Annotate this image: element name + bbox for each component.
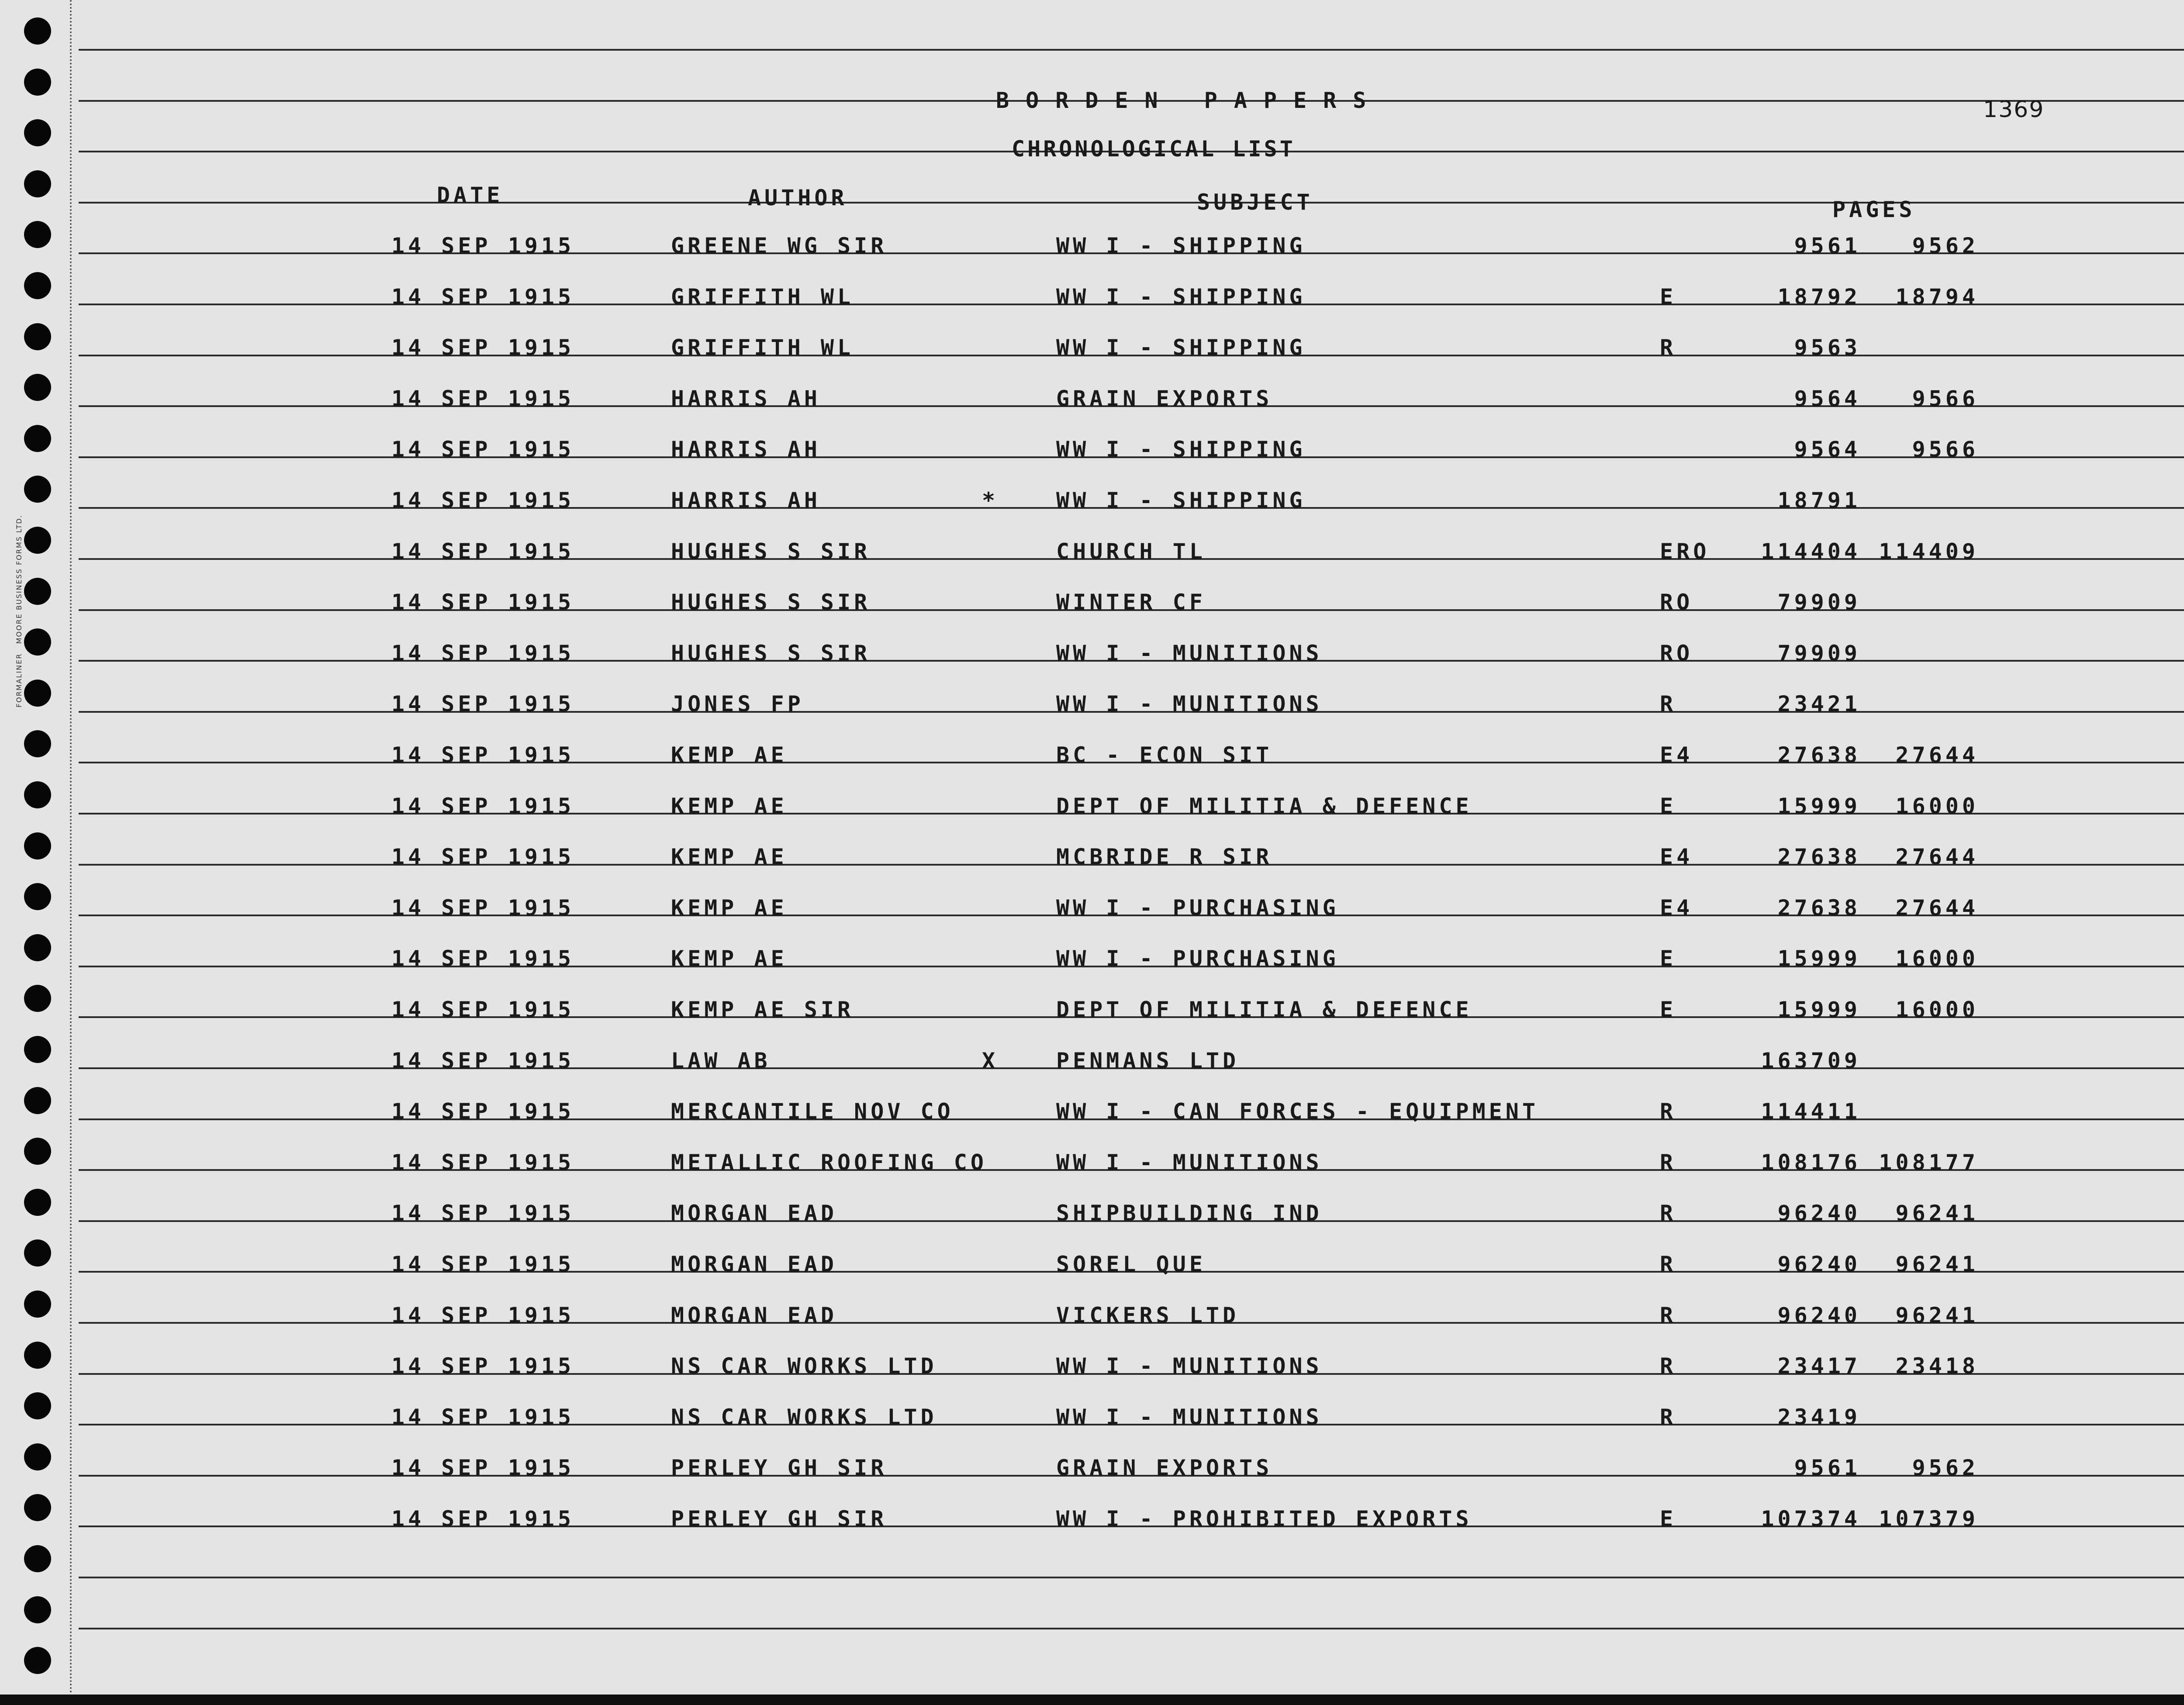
list-row [0, 846, 2184, 872]
row-code: R [1660, 335, 1677, 361]
row-page-start: 15999 [1777, 997, 1861, 1022]
row-page-end: 96241 [1895, 1252, 1979, 1277]
row-author: MORGAN EAD [671, 1252, 838, 1277]
row-page-end: 16000 [1895, 793, 1979, 819]
row-code: E4 [1660, 895, 1693, 921]
row-subject: WW I - MUNITIONS [1056, 640, 1323, 666]
list-row [0, 948, 2184, 974]
list-row [0, 286, 2184, 312]
row-date: 14 SEP 1915 [391, 538, 575, 564]
row-page-end: 96241 [1895, 1302, 1979, 1328]
list-row [0, 999, 2184, 1025]
row-page-start: 18792 [1777, 284, 1861, 310]
row-author: HARRIS AH [671, 488, 821, 513]
row-date: 14 SEP 1915 [391, 437, 575, 462]
row-code: E [1660, 997, 1677, 1022]
list-row [0, 490, 2184, 516]
row-code: E [1660, 793, 1677, 819]
list-row [0, 795, 2184, 821]
row-page-start: 9564 [1794, 386, 1861, 411]
row-date: 14 SEP 1915 [391, 1506, 575, 1532]
row-author: HUGHES S SIR [671, 640, 871, 666]
row-author: KEMP AE [671, 793, 788, 819]
row-date: 14 SEP 1915 [391, 590, 575, 615]
row-author: METALLIC ROOFING CO [671, 1149, 987, 1175]
row-page-end: 16000 [1895, 997, 1979, 1022]
page-number: 1369 [1983, 97, 2045, 123]
row-code: R [1660, 691, 1677, 717]
row-subject: SOREL QUE [1056, 1252, 1206, 1277]
tractor-hole [24, 1647, 51, 1674]
list-row [0, 642, 2184, 669]
row-subject: BC - ECON SIT [1056, 742, 1273, 768]
rule-line [79, 1628, 2184, 1629]
row-page-start: 15999 [1777, 946, 1861, 972]
row-subject: WW I - MUNITIONS [1056, 1404, 1323, 1430]
row-subject: WW I - PROHIBITED EXPORTS [1056, 1506, 1472, 1532]
row-page-start: 18791 [1777, 488, 1861, 513]
side-imprint: FORMALINER MOORE BUSINESS FORMS LTD. [15, 514, 23, 708]
row-subject: WW I - PURCHASING [1056, 895, 1339, 921]
row-subject: DEPT OF MILITIA & DEFENCE [1056, 793, 1472, 819]
row-author: HARRIS AH [671, 386, 821, 411]
list-row [0, 538, 2184, 567]
list-row [0, 438, 2184, 465]
list-row [0, 1253, 2184, 1280]
row-date: 14 SEP 1915 [391, 640, 575, 666]
row-author: KEMP AE [671, 742, 788, 768]
row-author: HUGHES S SIR [671, 538, 871, 564]
row-page-end: 9562 [1912, 233, 1979, 259]
row-page-start: 96240 [1777, 1252, 1861, 1277]
row-date: 14 SEP 1915 [391, 1048, 575, 1073]
row-page-end: 27644 [1895, 844, 1979, 870]
row-author: NS CAR WORKS LTD [671, 1404, 937, 1430]
row-author: KEMP AE SIR [671, 997, 854, 1022]
row-author: NS CAR WORKS LTD [671, 1353, 937, 1379]
row-author: KEMP AE [671, 895, 788, 921]
row-page-start: 79909 [1777, 590, 1861, 615]
row-subject: WW I - PURCHASING [1056, 946, 1339, 972]
row-code: E [1660, 1506, 1677, 1532]
row-subject: WW I - SHIPPING [1056, 437, 1306, 462]
row-page-end: 18794 [1895, 284, 1979, 310]
row-subject: DEPT OF MILITIA & DEFENCE [1056, 997, 1472, 1022]
row-code: RO [1660, 640, 1693, 666]
list-row [0, 1149, 2184, 1178]
row-page-end: 108177 [1879, 1149, 1979, 1175]
row-page-start: 96240 [1777, 1302, 1861, 1328]
row-subject: CHURCH TL [1056, 538, 1206, 564]
row-author: HUGHES S SIR [671, 590, 871, 615]
row-subject: WW I - SHIPPING [1056, 488, 1306, 513]
row-code: ERO [1660, 538, 1710, 564]
row-page-start: 15999 [1777, 793, 1861, 819]
tractor-hole [24, 1596, 51, 1623]
row-code: E4 [1660, 742, 1693, 768]
row-mark: X [982, 1048, 999, 1073]
row-mark: * [982, 488, 999, 513]
row-page-start: 27638 [1777, 844, 1861, 870]
row-date: 14 SEP 1915 [391, 793, 575, 819]
row-page-end: 16000 [1895, 946, 1979, 972]
row-page-start: 23421 [1777, 691, 1861, 717]
row-page-end: 96241 [1895, 1201, 1979, 1226]
tractor-hole [24, 170, 51, 197]
row-page-end: 27644 [1895, 742, 1979, 768]
list-row [0, 744, 2184, 770]
row-page-start: 9563 [1794, 335, 1861, 361]
tractor-hole [24, 69, 51, 96]
row-date: 14 SEP 1915 [391, 233, 575, 259]
column-header-author: AUTHOR [748, 185, 848, 211]
row-subject: WW I - SHIPPING [1056, 233, 1306, 259]
row-date: 14 SEP 1915 [391, 844, 575, 870]
row-page-end: 9566 [1912, 386, 1979, 411]
row-date: 14 SEP 1915 [391, 488, 575, 513]
row-subject: SHIPBUILDING IND [1056, 1201, 1323, 1226]
row-subject: WW I - MUNITIONS [1056, 691, 1323, 717]
list-row [0, 1508, 2184, 1534]
row-date: 14 SEP 1915 [391, 386, 575, 411]
row-author: KEMP AE [671, 844, 788, 870]
row-page-start: 27638 [1777, 742, 1861, 768]
row-code: R [1660, 1404, 1677, 1430]
tractor-hole [24, 119, 51, 146]
column-header-pages: PAGES [1832, 197, 1916, 222]
row-date: 14 SEP 1915 [391, 997, 575, 1022]
row-code: E4 [1660, 844, 1693, 870]
row-subject: MCBRIDE R SIR [1056, 844, 1273, 870]
row-code: R [1660, 1302, 1677, 1328]
row-author: GREENE WG SIR [671, 233, 888, 259]
row-page-end: 9562 [1912, 1455, 1979, 1481]
list-row [0, 1050, 2184, 1076]
row-page-end: 9566 [1912, 437, 1979, 462]
row-page-start: 9564 [1794, 437, 1861, 462]
row-subject: GRAIN EXPORTS [1056, 386, 1273, 411]
tractor-hole [24, 17, 51, 45]
list-row [0, 1202, 2184, 1229]
row-code: R [1660, 1252, 1677, 1277]
row-author: PERLEY GH SIR [671, 1506, 888, 1532]
list-row [0, 1302, 2184, 1331]
row-author: MORGAN EAD [671, 1302, 838, 1328]
row-date: 14 SEP 1915 [391, 1455, 575, 1481]
list-row [0, 337, 2184, 363]
row-page-end: 27644 [1895, 895, 1979, 921]
row-page-start: 114411 [1761, 1099, 1861, 1125]
row-date: 14 SEP 1915 [391, 1201, 575, 1226]
row-date: 14 SEP 1915 [391, 1149, 575, 1175]
row-page-start: 23417 [1777, 1353, 1861, 1379]
row-page-start: 108176 [1761, 1149, 1861, 1175]
row-subject: PENMANS LTD [1056, 1048, 1240, 1073]
list-row [0, 693, 2184, 719]
row-code: R [1660, 1099, 1677, 1125]
row-subject: WW I - MUNITIONS [1056, 1149, 1323, 1175]
row-subject: WW I - MUNITIONS [1056, 1353, 1323, 1379]
row-page-start: 79909 [1777, 640, 1861, 666]
row-subject: WW I - SHIPPING [1056, 335, 1306, 361]
list-row [0, 1457, 2184, 1483]
row-date: 14 SEP 1915 [391, 946, 575, 972]
row-code: E [1660, 946, 1677, 972]
row-author: KEMP AE [671, 946, 788, 972]
row-author: MERCANTILE NOV CO [671, 1099, 954, 1125]
row-code: R [1660, 1149, 1677, 1175]
list-row [0, 388, 2184, 414]
list-row [0, 591, 2184, 618]
row-author: JONES FP [671, 691, 804, 717]
column-header-subject: SUBJECT [1197, 190, 1313, 215]
row-page-start: 96240 [1777, 1201, 1861, 1226]
row-subject: WW I - CAN FORCES - EQUIPMENT [1056, 1099, 1539, 1125]
row-page-end: 114409 [1879, 538, 1979, 564]
row-page-start: 27638 [1777, 895, 1861, 921]
row-author: LAW AB [671, 1048, 771, 1073]
row-page-start: 114404 [1761, 538, 1861, 564]
list-row [0, 897, 2184, 923]
row-page-start: 23419 [1777, 1404, 1861, 1430]
document-title: BORDEN PAPERS [996, 88, 1383, 113]
row-subject: VICKERS LTD [1056, 1302, 1240, 1328]
row-author: HARRIS AH [671, 437, 821, 462]
row-page-start: 9561 [1794, 1455, 1861, 1481]
row-code: R [1660, 1353, 1677, 1379]
row-date: 14 SEP 1915 [391, 1099, 575, 1125]
row-date: 14 SEP 1915 [391, 1353, 575, 1379]
row-author: MORGAN EAD [671, 1201, 838, 1226]
rule-line [79, 49, 2184, 51]
row-subject: WINTER CF [1056, 590, 1206, 615]
row-author: GRIFFITH WL [671, 335, 854, 361]
row-page-start: 107374 [1761, 1506, 1861, 1532]
row-date: 14 SEP 1915 [391, 691, 575, 717]
row-code: R [1660, 1201, 1677, 1226]
row-page-end: 107379 [1879, 1506, 1979, 1532]
list-row [0, 1406, 2184, 1432]
row-author: PERLEY GH SIR [671, 1455, 888, 1481]
row-subject: GRAIN EXPORTS [1056, 1455, 1273, 1481]
list-row [0, 1355, 2184, 1381]
tractor-hole [24, 1545, 51, 1572]
row-page-end: 23418 [1895, 1353, 1979, 1379]
row-author: GRIFFITH WL [671, 284, 854, 310]
row-date: 14 SEP 1915 [391, 1302, 575, 1328]
row-code: RO [1660, 590, 1693, 615]
column-header-date: DATE [437, 183, 504, 208]
row-code: E [1660, 284, 1677, 310]
row-date: 14 SEP 1915 [391, 284, 575, 310]
list-title: CHRONOLOGICAL LIST [1012, 136, 1296, 162]
row-page-start: 163709 [1761, 1048, 1861, 1073]
list-row [0, 235, 2184, 261]
row-date: 14 SEP 1915 [391, 335, 575, 361]
list-row [0, 1101, 2184, 1127]
row-date: 14 SEP 1915 [391, 1252, 575, 1277]
row-page-start: 9561 [1794, 233, 1861, 259]
row-date: 14 SEP 1915 [391, 742, 575, 768]
row-date: 14 SEP 1915 [391, 1404, 575, 1430]
row-subject: WW I - SHIPPING [1056, 284, 1306, 310]
row-date: 14 SEP 1915 [391, 895, 575, 921]
rule-line [79, 1577, 2184, 1578]
